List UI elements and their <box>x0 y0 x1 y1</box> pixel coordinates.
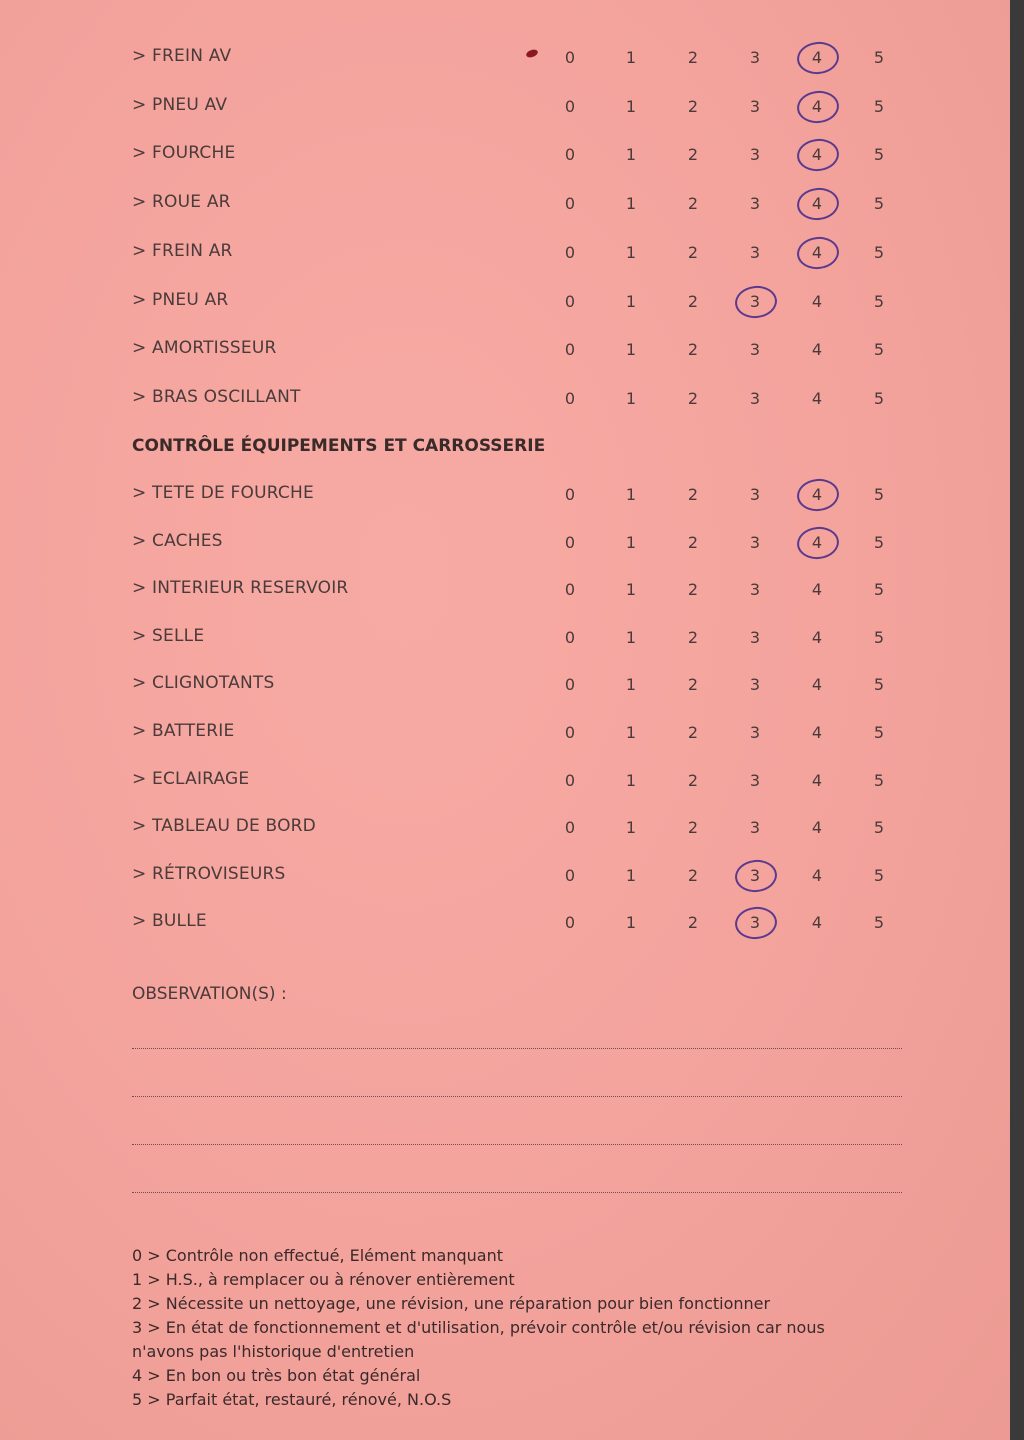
score-option[interactable]: 5 <box>873 96 885 116</box>
score-option[interactable]: 0 <box>564 485 576 504</box>
score-option[interactable]: 5 <box>873 913 885 933</box>
score-option[interactable]: 3 <box>749 818 761 838</box>
score-option[interactable]: 1 <box>625 627 637 647</box>
observations-title: OBSERVATION(S) : <box>132 984 287 1004</box>
score-option[interactable]: 5 <box>873 865 885 885</box>
checklist-item-label: > TABLEAU DE BORD <box>132 816 316 837</box>
score-option[interactable]: 1 <box>625 194 637 214</box>
score-option[interactable]: 3 <box>749 485 761 504</box>
score-option[interactable]: 0 <box>564 291 576 311</box>
score-option[interactable]: 1 <box>625 913 637 933</box>
checklist-item-label: > INTERIEUR RESERVOIR <box>132 578 349 599</box>
checklist-row <box>0 669 1010 699</box>
legend-line: 0 > Contrôle non effectué, Elément manquant <box>132 1246 503 1265</box>
score-option[interactable]: 0 <box>564 723 576 742</box>
score-option[interactable]: 0 <box>564 580 576 600</box>
score-option[interactable]: 5 <box>873 770 885 790</box>
score-option[interactable]: 3 <box>749 96 761 116</box>
checklist-row <box>0 717 1010 747</box>
score-option[interactable]: 3 <box>749 340 761 360</box>
legend-line: 1 > H.S., à remplacer ou à rénover entièrement <box>132 1270 515 1289</box>
score-option[interactable]: 1 <box>625 770 637 790</box>
score-option[interactable]: 0 <box>564 913 576 933</box>
score-option[interactable]: 0 <box>564 242 576 262</box>
score-option[interactable]: 3 <box>749 48 761 67</box>
score-option[interactable]: 5 <box>873 48 885 67</box>
checklist-item-label: > TETE DE FOURCHE <box>132 483 314 503</box>
checklist-item-label: > CACHES <box>132 530 223 551</box>
score-option[interactable]: 2 <box>687 388 699 408</box>
observation-line <box>132 1192 902 1193</box>
legend-line: 3 > En état de fonctionnement et d'utilisation, prévoir contrôle et/ou révision car nous <box>132 1318 825 1337</box>
score-option[interactable]: 2 <box>687 675 699 695</box>
score-option[interactable]: 5 <box>873 145 885 165</box>
score-option[interactable]: 1 <box>625 818 637 838</box>
observation-line <box>132 1048 902 1049</box>
score-option[interactable]: 3 <box>749 388 761 408</box>
score-option[interactable]: 2 <box>687 340 699 360</box>
checklist-item-label: > AMORTISSEUR <box>132 338 277 359</box>
score-option-circled[interactable]: 3 <box>740 292 770 311</box>
score-option[interactable]: 0 <box>564 388 576 408</box>
score-option[interactable]: 1 <box>625 388 637 408</box>
score-option[interactable]: 1 <box>625 48 637 67</box>
score-option[interactable]: 3 <box>749 770 761 790</box>
score-option[interactable]: 2 <box>687 242 699 262</box>
score-option[interactable]: 0 <box>564 96 576 116</box>
score-option[interactable]: 1 <box>625 532 637 552</box>
score-option[interactable]: 2 <box>687 580 699 600</box>
score-option[interactable]: 5 <box>873 627 885 647</box>
score-option[interactable]: 4 <box>811 580 823 600</box>
checklist-row <box>0 860 1010 890</box>
score-option[interactable]: 4 <box>811 388 823 408</box>
score-option[interactable]: 0 <box>564 770 576 790</box>
checklist-item-label: > BATTERIE <box>132 721 235 741</box>
legend-line: 5 > Parfait état, restauré, rénové, N.O.S <box>132 1390 452 1409</box>
checklist-row <box>0 907 1010 937</box>
checklist-row <box>0 383 1010 413</box>
checklist-row <box>0 334 1010 364</box>
score-option[interactable]: 2 <box>687 291 699 311</box>
score-option[interactable]: 1 <box>625 291 637 311</box>
score-option[interactable]: 0 <box>564 818 576 838</box>
score-option[interactable]: 2 <box>687 96 699 116</box>
score-option[interactable]: 2 <box>687 485 699 504</box>
score-option-circled[interactable]: 3 <box>740 913 770 932</box>
checklist-item-label: > BRAS OSCILLANT <box>132 386 301 407</box>
section-title: CONTRÔLE ÉQUIPEMENTS ET CARROSSERIE <box>132 436 546 456</box>
score-option[interactable]: 5 <box>873 242 885 262</box>
score-option[interactable]: 4 <box>811 291 823 311</box>
score-option[interactable]: 0 <box>564 194 576 214</box>
checklist-item-label: > CLIGNOTANTS <box>132 673 275 694</box>
score-option[interactable]: 1 <box>625 145 637 165</box>
score-option[interactable]: 2 <box>687 145 699 165</box>
checklist-row <box>0 42 1010 72</box>
score-option[interactable]: 4 <box>811 627 823 647</box>
legend-line: n'avons pas l'historique d'entretien <box>132 1342 415 1361</box>
score-option-circled[interactable]: 4 <box>802 533 832 552</box>
checklist-item-label: > FREIN AV <box>132 46 232 66</box>
checklist-item-label: > PNEU AR <box>132 289 229 310</box>
score-option[interactable]: 1 <box>625 340 637 360</box>
observation-line <box>132 1144 902 1145</box>
score-option[interactable]: 2 <box>687 48 699 67</box>
checklist-row <box>0 139 1010 169</box>
score-option[interactable]: 2 <box>687 818 699 838</box>
checklist-row <box>0 286 1010 316</box>
checklist-item-label: > RÉTROVISEURS <box>132 863 286 884</box>
score-option-circled[interactable]: 4 <box>802 97 832 116</box>
checklist-row <box>0 622 1010 652</box>
score-option[interactable]: 1 <box>625 723 637 742</box>
score-option[interactable]: 4 <box>811 675 823 695</box>
score-option[interactable]: 2 <box>687 913 699 933</box>
score-option[interactable]: 0 <box>564 532 576 552</box>
checklist-item-label: > PNEU AV <box>132 94 228 115</box>
score-option[interactable]: 0 <box>564 48 576 67</box>
score-option[interactable]: 4 <box>811 865 823 885</box>
checklist-item-label: > ROUE AR <box>132 192 231 213</box>
score-option-circled[interactable]: 3 <box>740 866 770 885</box>
score-option[interactable]: 4 <box>811 913 823 933</box>
score-option[interactable]: 3 <box>749 627 761 647</box>
score-option[interactable]: 3 <box>749 723 761 742</box>
score-option[interactable]: 0 <box>564 145 576 165</box>
score-option[interactable]: 2 <box>687 770 699 790</box>
score-option[interactable]: 4 <box>811 770 823 790</box>
checklist-row <box>0 765 1010 795</box>
score-option-circled[interactable]: 4 <box>802 194 832 213</box>
score-option[interactable]: 2 <box>687 723 699 742</box>
checklist-item-label: > BULLE <box>132 911 207 932</box>
score-option[interactable]: 2 <box>687 865 699 885</box>
checklist-row <box>0 574 1010 604</box>
checklist-row <box>0 479 1010 509</box>
checklist-row <box>0 91 1010 121</box>
score-option[interactable]: 5 <box>873 388 885 408</box>
score-option[interactable]: 5 <box>873 723 885 742</box>
legend-line: 2 > Nécessite un nettoyage, une révision, une réparation pour bien fonctionner <box>132 1294 771 1313</box>
score-option[interactable]: 5 <box>873 675 885 695</box>
score-option[interactable]: 1 <box>625 242 637 262</box>
legend-line: 4 > En bon ou très bon état général <box>132 1366 421 1385</box>
score-option[interactable]: 5 <box>873 291 885 311</box>
score-option[interactable]: 0 <box>564 627 576 647</box>
score-option[interactable]: 3 <box>749 675 761 695</box>
score-option-circled[interactable]: 4 <box>802 485 832 504</box>
checklist-row <box>0 237 1010 267</box>
score-option[interactable]: 3 <box>749 242 761 262</box>
score-option[interactable]: 2 <box>687 532 699 552</box>
score-option[interactable]: 2 <box>687 627 699 647</box>
checklist-item-label: > FREIN AR <box>132 240 233 261</box>
score-option[interactable]: 4 <box>811 818 823 838</box>
score-option[interactable]: 4 <box>811 340 823 360</box>
checklist-row <box>0 188 1010 218</box>
score-option[interactable]: 1 <box>625 675 637 695</box>
score-option-circled[interactable]: 4 <box>802 243 832 262</box>
score-option[interactable]: 3 <box>749 580 761 600</box>
score-option[interactable]: 3 <box>749 532 761 552</box>
score-option[interactable]: 5 <box>873 485 885 504</box>
score-option[interactable]: 5 <box>873 194 885 214</box>
score-option[interactable]: 5 <box>873 532 885 552</box>
score-option[interactable]: 3 <box>749 194 761 214</box>
score-option[interactable]: 5 <box>873 818 885 838</box>
score-option[interactable]: 4 <box>811 723 823 742</box>
score-option[interactable]: 5 <box>873 340 885 360</box>
observation-line <box>132 1096 902 1097</box>
score-option-circled[interactable]: 4 <box>802 145 832 164</box>
score-option[interactable]: 5 <box>873 580 885 600</box>
checklist-row <box>0 812 1010 842</box>
score-option[interactable]: 0 <box>564 865 576 885</box>
checklist-item-label: > ECLAIRAGE <box>132 768 250 789</box>
checklist-item-label: > FOURCHE <box>132 143 236 164</box>
score-option[interactable]: 2 <box>687 194 699 214</box>
checklist-row <box>0 527 1010 557</box>
score-option[interactable]: 1 <box>625 485 637 504</box>
checklist-item-label: > SELLE <box>132 625 205 646</box>
score-option[interactable]: 3 <box>749 145 761 165</box>
score-option[interactable]: 1 <box>625 580 637 600</box>
score-legend <box>132 1244 912 1412</box>
score-option[interactable]: 0 <box>564 340 576 360</box>
score-option[interactable]: 1 <box>625 865 637 885</box>
score-option[interactable]: 0 <box>564 675 576 695</box>
score-option-circled[interactable]: 4 <box>802 48 832 67</box>
score-option[interactable]: 1 <box>625 96 637 116</box>
